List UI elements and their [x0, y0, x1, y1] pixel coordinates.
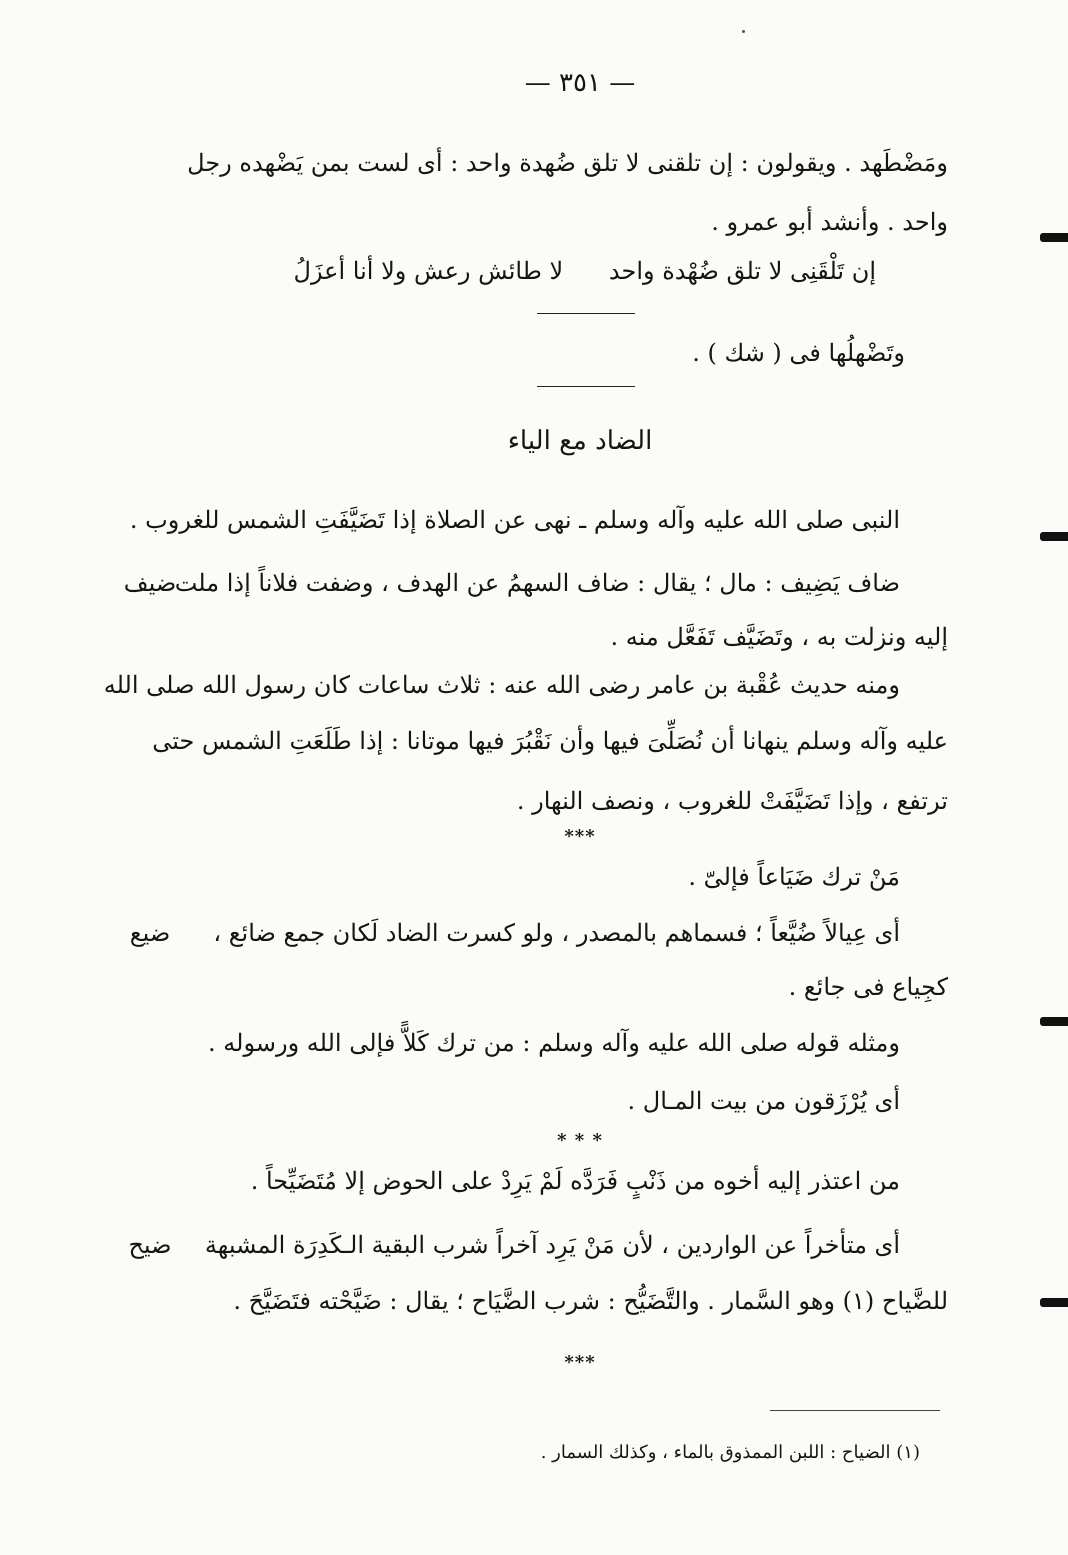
page-number: — ٣٥١ —	[524, 68, 636, 98]
separator-stars: ***	[564, 826, 596, 847]
separator-stars: * * *	[557, 1130, 603, 1151]
text-line: أى عِيالاً ضُيَّعاً ؛ فسماهم بالمصدر ، ولو كسرت الضاد لَكان جمع ضائع ،	[213, 919, 900, 947]
scan-speck	[742, 30, 745, 33]
section-divider	[537, 313, 635, 314]
text-line: وتَضْهلُها فى ( شك ) .	[692, 339, 905, 367]
verse-line: إن تَلْقَنِى لا تلق ضُهْدة واحد لا طائش رعش ولا أنا أعزَلُ	[293, 257, 876, 285]
text-line: النبى صلى الله عليه وآله وسلم ـ نهى عن الصلاة إذا تَضَيَّفَتِ الشمس للغروب .	[129, 506, 900, 534]
text-line: أى يُرْزَقون من بيت المـال .	[627, 1087, 900, 1115]
section-heading: الضاد مع الياء	[507, 426, 653, 456]
text-line: ومثله قوله صلى الله عليه وآله وسلم : من ترك كَلاًّ فإلى الله ورسوله .	[208, 1029, 900, 1057]
footnote: (١) الضياح : اللبن الممذوق بالماء ، وكذلك السمار .	[540, 1442, 920, 1463]
text-line: من اعتذر إليه أخوه من ذَنْبٍ فَرَدَّه لَمْ يَرِدْ على الحوض إلا مُتَضَيِّحاً .	[250, 1167, 900, 1195]
text-line: أى متأخراً عن الواردين ، لأن مَنْ يَرِد آخراً شرب البقية الـكَدِرَة المشبهة	[204, 1231, 900, 1259]
margin-keyword: ضيع	[129, 919, 171, 947]
scan-edge-mark	[1040, 1017, 1068, 1026]
scan-edge-mark	[1040, 233, 1068, 242]
text-line: للضَّياح (١) وهو السَّمار . والتَّضَيُّح : شرب الضَّيَاح ؛ يقال : ضَيَّحْته فتَضَيَّحَ .	[233, 1287, 948, 1315]
footnote-rule	[770, 1410, 940, 1411]
text-line: ترتفع ، وإذا تَضَيَّفَتْ للغروب ، ونصف النهار .	[516, 787, 948, 815]
text-line: عليه وآله وسلم ينهانا أن نُصَلِّىَ فيها وأن نَقْبُرَ فيها موتانا : إذا طَلَعَتِ الشمس حتى	[152, 727, 948, 755]
scan-edge-mark	[1040, 1298, 1068, 1307]
text-line: مَنْ ترك ضَيَاعاً فإلىّ .	[688, 863, 900, 891]
section-divider	[537, 386, 635, 387]
separator-stars: ***	[564, 1352, 596, 1373]
margin-keyword: ضيح	[128, 1231, 172, 1259]
scan-edge-mark	[1040, 532, 1068, 541]
margin-keyword: ضيف	[123, 569, 177, 597]
text-line: ومَضْطَهد . ويقولون : إن تلقنى لا تلق ضُهدة واحد : أى لست بمن يَضْهده رجل	[187, 149, 948, 177]
text-line: ضاف يَضِيف : مال ؛ يقال : ضاف السهمُ عن الهدف ، وضفت فلاناً إذا ملت	[174, 569, 900, 597]
text-line: إليه ونزلت به ، وتَضَيَّف تَفَعَّل منه .	[610, 623, 948, 651]
text-line: واحد . وأنشد أبو عمرو .	[711, 208, 948, 236]
text-line: كجِياع فى جائع .	[788, 973, 948, 1001]
text-line: ومنه حديث عُقْبة بن عامر رضى الله عنه : ثلاث ساعات كان رسول الله صلى الله	[103, 671, 900, 699]
